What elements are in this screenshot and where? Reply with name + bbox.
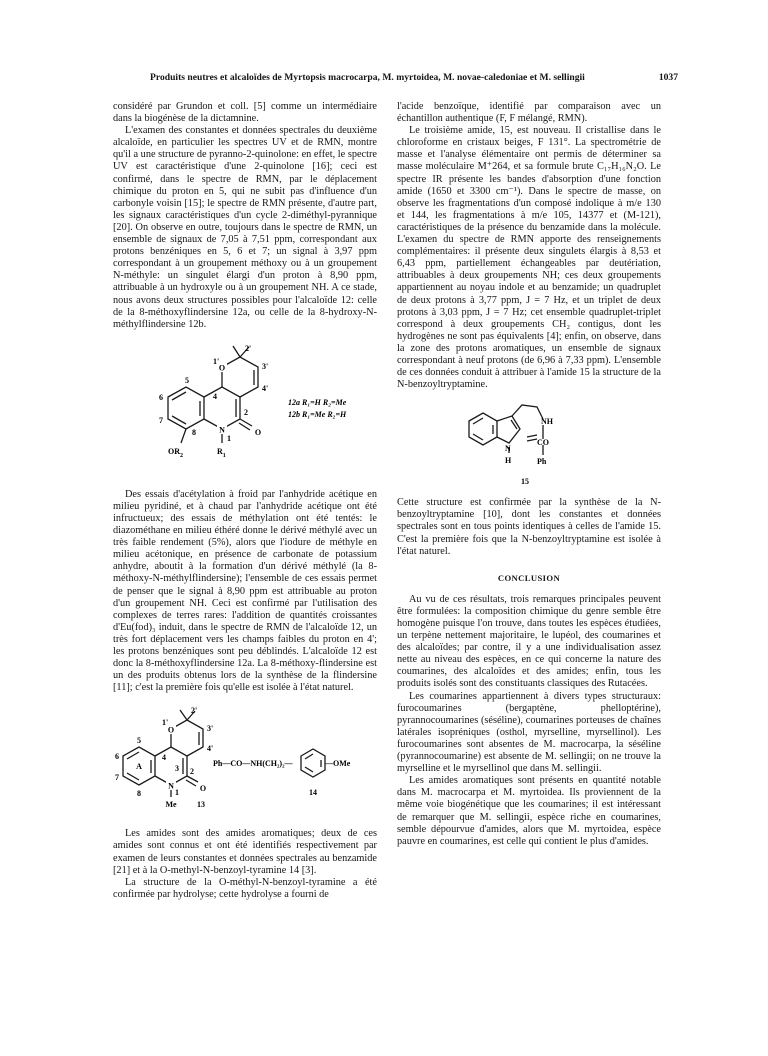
struct15-number: 15	[521, 477, 529, 487]
left-paragraph-2: L'examen des constantes et données spectrales du deuxième alcaloïde, en particulier les spectres UV et de RMN, montre qu'il a une structure de pyranno-2-quinolone: en effet, le spectre UV est caractéristique d'une 2-quinolone [16]; ceci est confirmé, dans le spectre de RMN, par le déplacement chimique du proton en 5, qui ne subit pas d'influence d'un carbonyle voisin [15]; le spectre de RMN présente, d'autre part, les signaux caractéristiques d'un cycle 2-diméthyl-pyrannique [20]. On observe en outre, toujours dans le spectre de RMN, un ensemble de signaux de 7,05 à 7,51 ppm, correspondant aux protons benzéniques en 5, 6 et 7; un signal à 3,97 ppm correspondant à un groupement méthoxy ou à un groupement N-méthyle: un singulet élargi d'un proton à 8,90 ppm, attribuable à un hydroxyle ou à un groupement NH. A ce stade, nous avons deux structures possibles pour l'alcaloïde 12: celle de la 8-méthoxyflindersine 12a, ou celle de la 8-hydroxy-N-méthylflindersine 12b.	[113, 125, 377, 330]
right-paragraph-1: l'acide benzoïque, identifié par comparaison avec un échantillon authentique (F, F mélangé, RMN).	[397, 101, 661, 125]
left-paragraph-1: considéré par Grundon et coll. [5] comme un intermédiaire dans la biogénèse de la dictamnine.	[113, 101, 377, 125]
struct13-label-2prime: 2'	[191, 706, 198, 716]
struct15-h: H	[505, 456, 512, 466]
struct12b-line: 12b R₁=Me R₂=H	[288, 409, 347, 419]
structure-15	[397, 395, 661, 493]
svg-text:R1	[217, 447, 226, 459]
page-number: 1037	[658, 72, 678, 83]
struct13-label-8: 8	[137, 789, 141, 799]
struct14-ome: —OMe	[325, 759, 351, 769]
struct12-label-3prime: 3'	[262, 361, 269, 371]
struct13-label-3prime: 3'	[207, 724, 214, 734]
structure-12	[113, 335, 377, 485]
struct12-label-1prime: 1'	[213, 356, 220, 366]
right-paragraph-3: Cette structure est confirmée par la synthèse de la N-benzoyltryptamine [10], dont les constantes et données spectrales sont en tous points identiques à celles de l'amide 15. C'est la première fois que la N-benzoyltryptamine est isolée à l'état naturel.	[397, 497, 661, 557]
struct13-label-4: 4	[162, 753, 166, 763]
struct15-co: CO	[537, 438, 549, 448]
struct14-number: 14	[309, 788, 317, 798]
struct13-me: Me	[165, 800, 177, 810]
struct12-or2: OR	[168, 446, 180, 456]
struct12-label-5: 5	[185, 375, 189, 385]
struct12a-line: 12a R₁=H R₂=Me	[288, 397, 347, 407]
left-paragraph-3: Des essais d'acétylation à froid par l'anhydride acétique en milieu pyridiné, et à chaud par l'anhydride acétique ont été infructueux; des essais de méthylation ont été tentés: le diazométhane en milieu éthéré donne le dérivé méthylé avec un très faible rendement (5%), alors que l'iodure de méthyle en milieu acétonique, en présence de carbonate de potassium anhydre, aboutit à la formation d'un dérivé méthylé (la 8-méthoxy-N-méthylflindersine); l'ensemble de ces essais permet de penser que le signal à 8,90 ppm est attribuable au proton d'un groupement NH. Ceci est confirmé par l'utilisation des complexes de terres rares: l'addition de quantités croissantes d'Eu(fod)₃ induit, dans le spectre de RMN de l'alcaloïde 12, un très fort déplacement vers les champs faibles du proton en 4'; les protons benzéniques sont peu déblindés. L'alcaloïde 12 est donc la 8-méthoxyflindersine 12a. La 8-méthoxy-flindersine est un des produits obtenus lors de la synthèse de la flindersine [11]; c'est la première fois qu'elle est isolée à l'état naturel.	[113, 488, 377, 694]
struct13-ring-a-label: A	[136, 762, 142, 772]
right-paragraph-5: Les coumarines appartiennent à divers types structuraux: furocoumarines (bergaptène, phelloptérine), pyrannocoumarines (séséline), coumarines porteuses de chaînes latérales isopréniques (osthol, myrselline, myrsellinol). Les furocoumarines sont absentes de M. macrocarpa, la séséline (pyrannocoumarine) est absente de M. sellingii; on ne trouve la myrselline et le myrsellinol que dans M. sellingii.	[397, 690, 661, 775]
struct12-label-7: 7	[159, 415, 163, 425]
struct12-label-1: 1	[227, 433, 231, 443]
struct13-label-1prime: 1'	[162, 718, 169, 728]
structure-15-drawing	[397, 395, 661, 493]
struct15-n: N	[505, 444, 511, 454]
struct14-formula: Ph—CO—NH(CH₂)₂—	[213, 759, 293, 769]
struct12-label-8: 8	[192, 427, 196, 437]
struct13-number: 13	[197, 800, 205, 810]
structures-13-14	[113, 698, 377, 824]
struct12-n: N	[219, 425, 225, 435]
struct12-label-2: 2	[244, 407, 248, 417]
struct15-ph: Ph	[537, 457, 547, 467]
struct12-or2-sub: 2	[180, 452, 183, 459]
struct13-carbonyl-o: O	[199, 784, 207, 794]
struct12-label-4: 4	[213, 391, 217, 401]
struct13-label-1: 1	[175, 788, 179, 798]
struct12-label-4prime: 4'	[262, 383, 269, 393]
struct12-r1-sub: 1	[222, 452, 226, 459]
left-column	[113, 101, 377, 901]
struct13-label-7: 7	[115, 773, 119, 783]
svg-text:OR2	[168, 447, 183, 459]
structure-12-drawing	[113, 335, 377, 485]
structures-13-14-drawing	[113, 698, 377, 824]
struct13-ring-o: O	[167, 725, 175, 735]
running-title: Produits neutres et alcaloïdes de Myrtopsis macrocarpa, M. myrtoidea, M. novae-caledoniae et M. sellingii	[150, 72, 585, 83]
struct13-label-5: 5	[137, 736, 141, 746]
right-column	[397, 101, 661, 848]
left-paragraph-4: Les amides sont des amides aromatiques; deux de ces amides sont connus et ont été identifiés respectivement par examen de leurs constantes et données spectrales au benzamide [21] et à la O-methyl-N-benzoyl-tyramine 14 [3].	[113, 828, 377, 876]
struct13-label-4prime: 4'	[207, 744, 214, 754]
struct13-label-2: 2	[190, 767, 194, 777]
right-paragraph-4: Au vu de ces résultats, trois remarques principales peuvent être formulées: la composition chimique du genre semble être homogène puisque l'on trouve, dans toutes les espèces étudiées, un terpène nettement majoritaire, le lupéol, des coumarines et des alcaloïdes; par contre, il y a une individualisation assez nette au niveau des espèces, en ce qui concerne la nature des coumarines, des alcaloïdes et des amides; enfin, tous les produits isolés sont des constituants classiques des Rutacées.	[397, 593, 661, 690]
right-paragraph-6: Les amides aromatiques sont présents en quantité notable dans M. macrocarpa et M. myrtoidea. Ils proviennent de la même voie biogénétique que les coumarines; il est intéressant de remarquer que M. sellingii, espèce riche en coumarines, semble dépourvue d'amides, alors que M. myrtoidea, espèce pauvre en coumarines, est celle qui contient le plus d'amides.	[397, 775, 661, 847]
struct13-label-3: 3	[175, 764, 179, 774]
running-header	[150, 72, 678, 83]
struct12-carbonyl-o: O	[254, 427, 262, 437]
struct12-ring-o: O	[218, 363, 226, 373]
left-paragraph-5: La structure de la O-méthyl-N-benzoyl-tyramine a été confirmée par hydrolyse; cette hydrolyse a fourni de	[113, 876, 377, 900]
struct12-label-2prime: 2'	[245, 343, 252, 353]
conclusion-heading: CONCLUSION	[497, 572, 561, 583]
right-paragraph-2: Le troisième amide, 15, est nouveau. Il cristallise dans le chloroforme en cristaux beiges, F 131°. La spectrométrie de masse et l'analyse élémentaire ont permis de déterminer sa masse moléculaire M⁺264, et sa formule brute C₁₇H₁₆N₂O. Le spectre IR présente les bandes d'absorption d'une fonction amide (1650 et 3300 cm⁻¹). Dans le spectre de masse, on observe les fragmentations d'un composé indolique à m/e 130 et 144, les fragmentations à m/e 105, 14377 et (M-121), caractéristiques de la présence du benzamide dans la molécule. L'examen du spectre de RMN apporte des renseignements complémentaires: il présente deux singulets élargis à 8,53 et 6,43 ppm, partiellement échangeables par deutériation, attribuables à deux groupements NH; ces deux groupements appartiennent au noyau indole et au benzamide; un quadruplet de deux protons à 3,77 ppm, J = 7 Hz, et un triplet de deux protons à 3,03 ppm, J = 7 Hz; cet ensemble quadruplet-triplet correspond à deux groupements CH₂ contigus, dont les hydrogènes ne sont pas équivalents [4]; enfin, on observe, dans la zone des protons aromatiques, un ensemble de signaux correspondant à neuf protons (de 6,96 à 7,33 ppm). L'ensemble de ces données conduit à attribuer à l'amide 15 la structure de la N-benzoyltryptamine.	[397, 125, 661, 391]
struct12-r1: R	[217, 446, 223, 456]
struct13-label-6: 6	[115, 752, 119, 762]
struct13-n: N	[168, 781, 174, 791]
struct15-nh: NH	[541, 417, 553, 427]
struct12-label-6: 6	[159, 392, 163, 402]
